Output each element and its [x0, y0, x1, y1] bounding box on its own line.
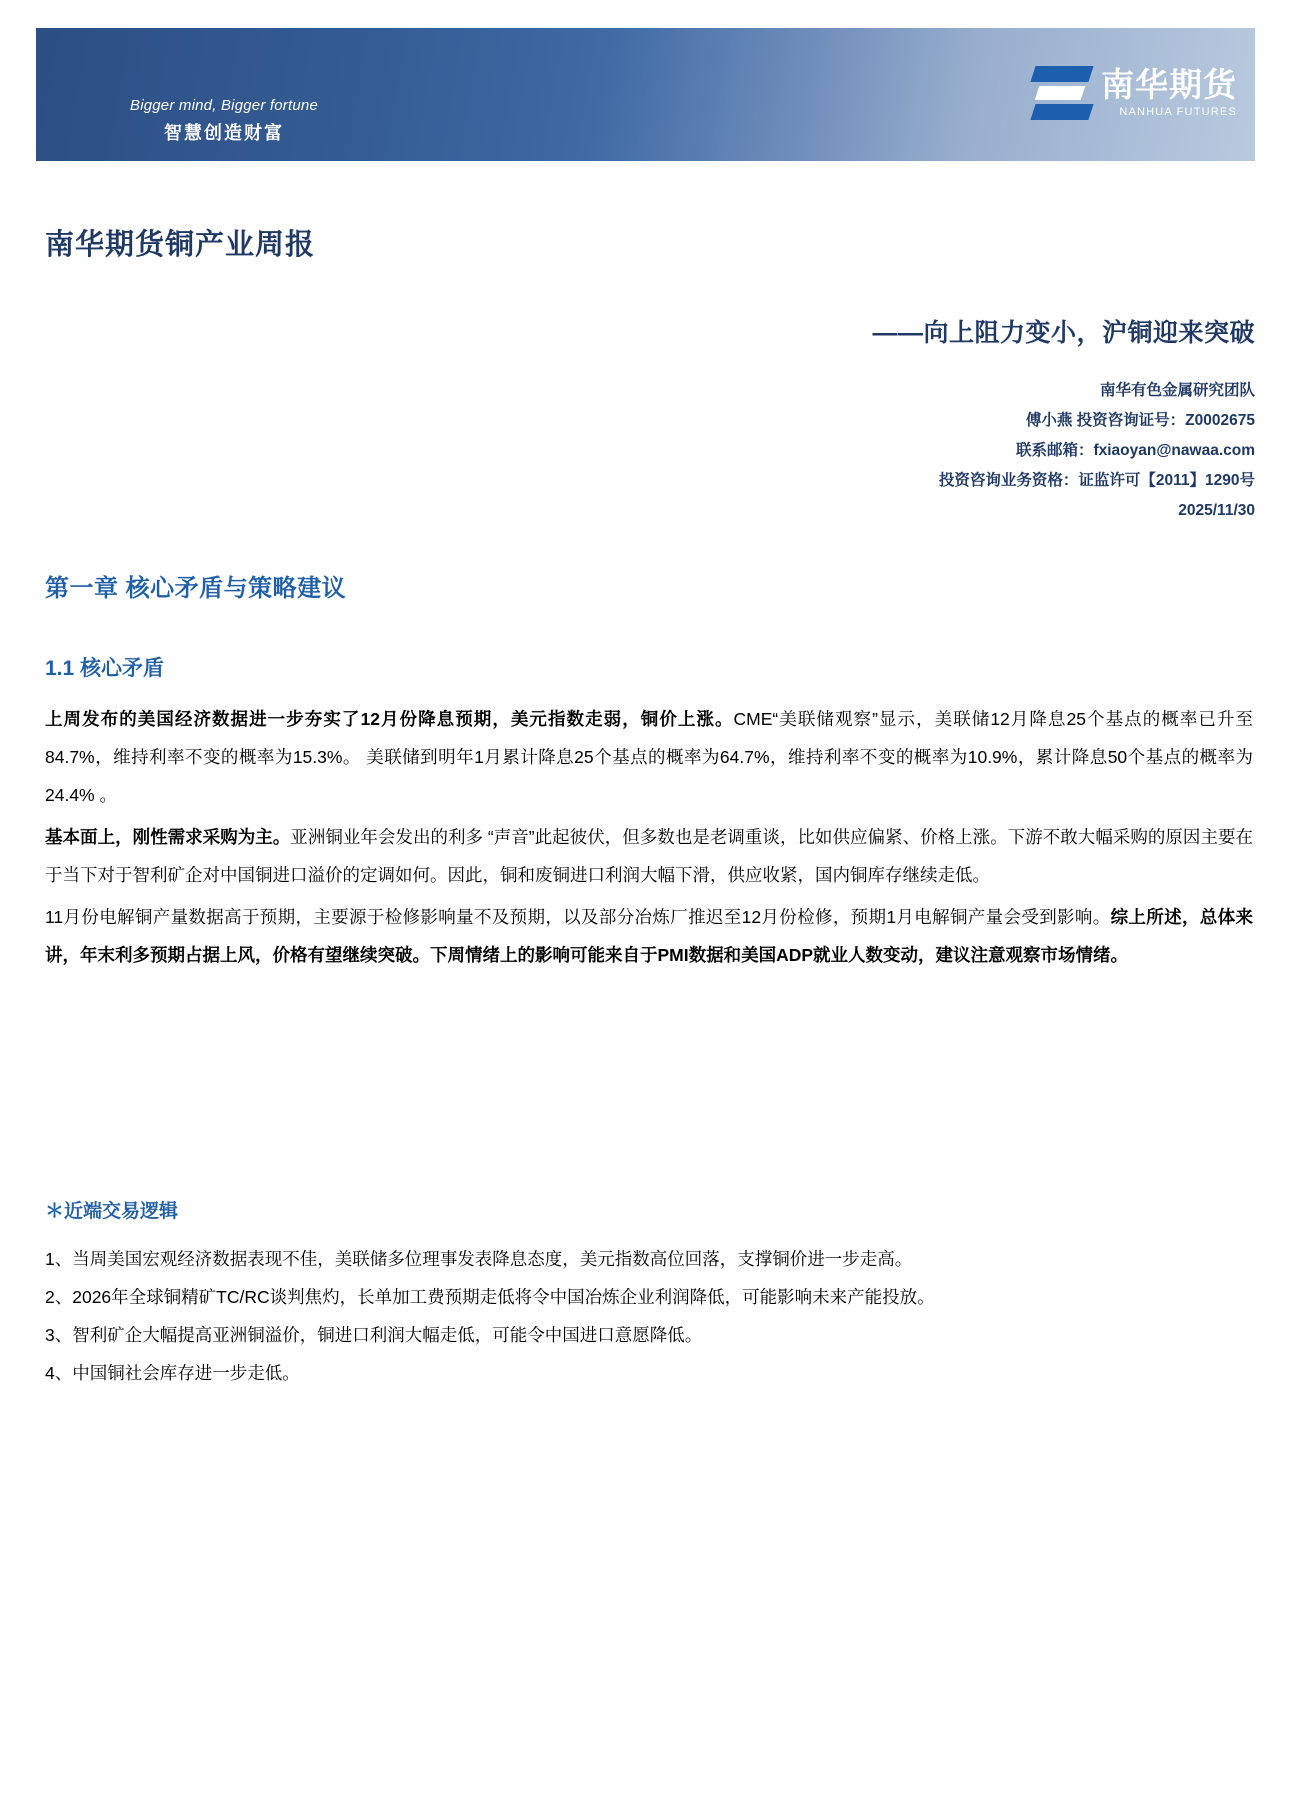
paragraph-2-rest: 亚洲铜业年会发出的利多 “声音”此起彼伏，但多数也是老调重谈，比如供应偏紧、价格上涨。下游不敢大幅采购的原因主要在于当下对于智利矿企对中国铜进口溢价的定调如何。因此，铜和废铜进口利润大幅下滑，供应收紧，国内铜库存继续走低。	[45, 827, 1253, 885]
paragraph-1	[45, 700, 1253, 814]
meta-analyst: 傅小燕 投资咨询证号：Z0002675	[1025, 412, 1255, 429]
page-title: 南华期货铜产业周报	[45, 229, 316, 261]
meta-email: 联系邮箱：fxiaoyan@nawaa.com	[1015, 442, 1255, 459]
paragraph-3-bold: 综上所述，总体来讲，年末利多预期占据上风，价格有望继续突破。下周情绪上的影响可能来自于PMI数据和美国ADP就业人数变动，建议注意观察市场情绪。	[45, 907, 1253, 965]
logo-name-en: NANHUA FUTURES	[1119, 106, 1237, 118]
list-item: 1、当周美国宏观经济数据表现不佳，美联储多位理事发表降息态度，美元指数高位回落，支撑铜价进一步走高。	[45, 1249, 913, 1269]
logo-name-cn: 南华期货	[1101, 66, 1237, 103]
company-logo	[1033, 66, 1237, 120]
slogan-chinese: 智慧创造财富	[164, 123, 284, 143]
list-item: 2、2026年全球铜精矿TC/RC谈判焦灼，长单加工费预期走低将令中国冶炼企业利润降低，可能影响未来产能投放。	[45, 1287, 935, 1307]
body-text	[45, 700, 1253, 978]
trading-logic-heading: ＊近端交易逻辑	[45, 1201, 179, 1222]
paragraph-2	[45, 818, 1253, 894]
meta-license: 投资咨询业务资格：证监许可【2011】1290号	[938, 472, 1255, 489]
paragraph-1-rest: CME“美联储观察”显示，美联储12月降息25个基点的概率已升至84.7%，维持利率不变的概率为15.3%。 美联储到明年1月累计降息25个基点的概率为64.7%，维持利率不变的概率为10.9%，累计降息50个基点的概率为24.4% 。	[45, 709, 1253, 805]
header-banner	[36, 28, 1255, 161]
slogan-english: Bigger mind, Bigger fortune	[129, 97, 318, 114]
banner-left	[36, 28, 846, 161]
paragraph-1-lead: 上周发布的美国经济数据进一步夯实了12月份降息预期，美元指数走弱，铜价上涨。	[45, 709, 734, 729]
meta-date: 2025/11/30	[1178, 502, 1255, 519]
page-subtitle: ——向上阻力变小，沪铜迎来突破	[872, 319, 1255, 347]
trading-logic-list	[45, 1240, 1253, 1392]
paragraph-3-pre: 11月份电解铜产量数据高于预期，主要源于检修影响量不及预期，以及部分冶炼厂推迟至12月份检修，预期1月电解铜产量会受到影响。	[45, 907, 1111, 927]
banner-right	[846, 28, 1255, 161]
logo-mark-icon	[1033, 66, 1091, 120]
banner-slogan	[104, 96, 344, 146]
paragraph-3	[45, 898, 1253, 974]
logo-text	[1101, 67, 1237, 119]
meta-team: 南华有色金属研究团队	[1099, 382, 1255, 399]
chapter-heading: 第一章 核心矛盾与策略建议	[45, 575, 347, 602]
list-item: 4、中国铜社会库存进一步走低。	[45, 1363, 300, 1383]
list-item: 3、智利矿企大幅提高亚洲铜溢价，铜进口利润大幅走低，可能令中国进口意愿降低。	[45, 1325, 703, 1345]
paragraph-2-lead: 基本面上，刚性需求采购为主。	[45, 827, 291, 847]
document-meta	[535, 376, 1255, 526]
section-heading: 1.1 核心矛盾	[45, 657, 165, 680]
